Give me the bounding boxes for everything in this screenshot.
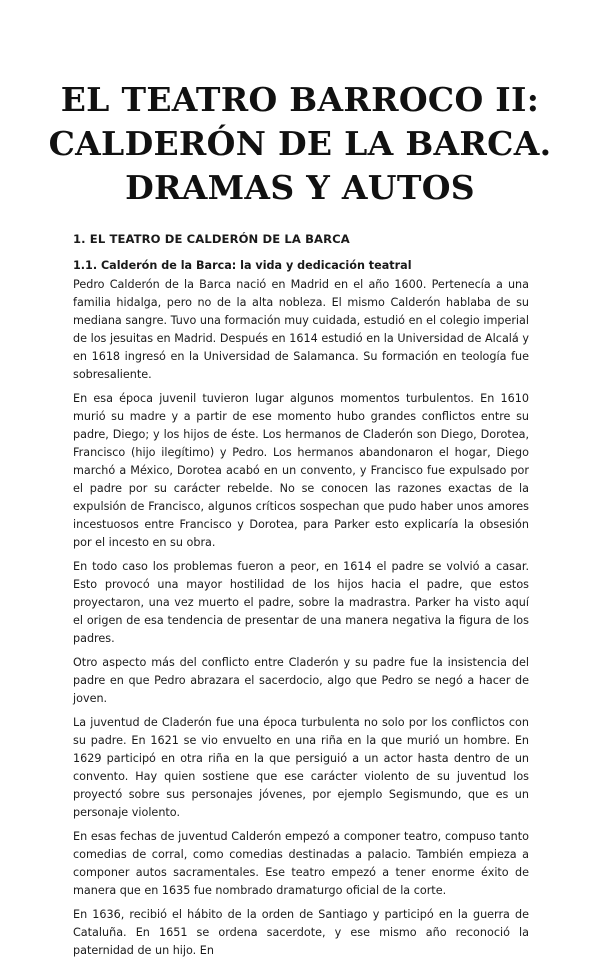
title-line-2: CALDERÓN DE LA BARCA. [48,124,552,163]
document-title [40,78,560,210]
paragraph: Otro aspecto más del conflicto entre Claderón y su padre fue la insistencia del padre en que Pedro abrazara el sacerdocio, algo que Pedro se negó a hacer de joven. [73,656,529,705]
subsection-heading: 1.1. Calderón de la Barca: la vida y dedicación teatral [73,259,412,272]
document-body [73,230,529,960]
paragraph: En esa época juvenil tuvieron lugar algunos momentos turbulentos. En 1610 murió su madre y a partir de ese momento hubo grandes conflictos entre su padre, Diego; y los hijos de éste. Los hermanos de Claderón son Diego, Dorotea, Francisco (hijo ilegítimo) y Pedro. Los hermanos abandonaron el hogar, Diego marchó a México, Dorotea acabó en un convento, y Francisco fue expulsado por el padre por su carácter rebelde. No se conocen las razones exactas de la expulsión de Francisco, algunos críticos sospechan que pudo haber unos amores incestuosos entre Francisco y Dorotea, para Parker esto explicaría la obsesión por el incesto en su obra. [73,392,529,549]
section-heading: 1. EL TEATRO DE CALDERÓN DE LA BARCA [73,232,350,246]
title-line-3: DRAMAS Y AUTOS [125,168,475,207]
paragraph: En esas fechas de juventud Calderón empezó a componer teatro, compuso tanto comedias de corral, como comedias destinadas a palacio. También empieza a componer autos sacramentales. Ese teatro empezó a tener enorme éxito de manera que en 1635 fue nombrado dramaturgo oficial de la corte. [73,830,529,897]
paragraph: En 1636, recibió el hábito de la orden de Santiago y participó en la guerra de Cataluña. En 1651 se ordena sacerdote, y ese mismo año reconoció la paternidad de un hijo. En [73,908,529,957]
paragraph: En todo caso los problemas fueron a peor, en 1614 el padre se volvió a casar. Esto provocó una mayor hostilidad de los hijos hacia el padre, que estos proyectaron, una vez muerto el padre, sobre la madrastra. Parker ha visto aquí el origen de esa tendencia de presentar de una manera negativa la figura de los padres. [73,560,529,645]
title-line-1: EL TEATRO BARROCO II: [60,80,540,119]
paragraph: Pedro Calderón de la Barca nació en Madrid en el año 1600. Pertenecía a una familia hidalga, pero no de la alta nobleza. El mismo Calderón hablaba de su mediana sangre. Tuvo una formación muy cuidada, estudió en el colegio imperial de los jesuitas en Madrid. Después en 1614 estudió en la Universidad de Alcalá y en 1618 ingresó en la Universidad de Salamanca. Su formación en teología fue sobresaliente. [73,278,529,381]
paragraph: La juventud de Claderón fue una época turbulenta no solo por los conflictos con su padre. En 1621 se vio envuelto en una riña en la que murió un hombre. En 1629 participó en otra riña en la que persiguió a un actor hasta dentro de un convento. Hay quien sostiene que ese carácter violento de su juventud los proyectó sobre sus personajes jóvenes, por ejemplo Segismundo, que es un personaje violento. [73,716,529,819]
